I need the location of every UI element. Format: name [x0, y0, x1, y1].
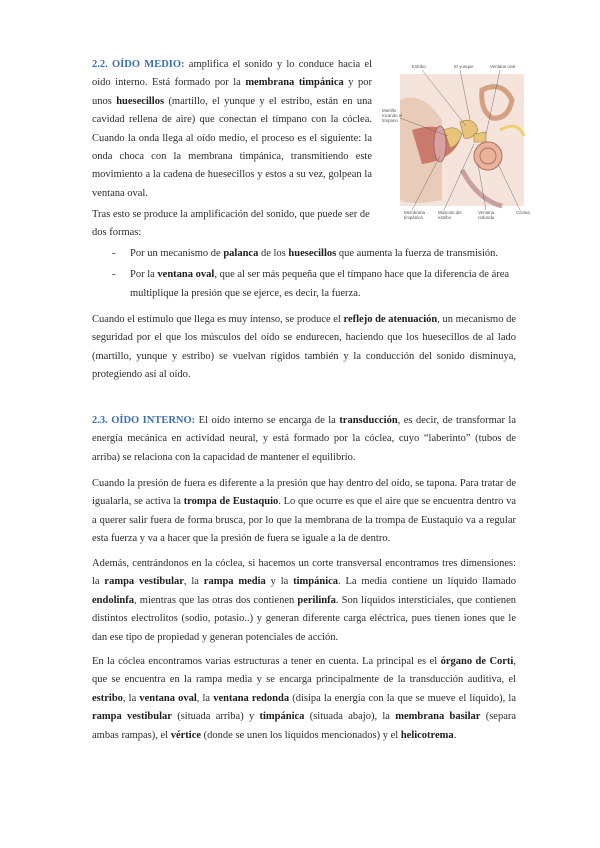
label-ventana-redonda: Ventana redonda: [478, 210, 495, 220]
paragraph-cochlea-section: Además, centrándonos en la cóclea, si hacemos un corte transversal encontramos tres dimensiones: la rampa vestibular, la rampa media y la timpánica. La media contiene un líquido llamado endolinfa, mientras que las otras dos contienen perilinfa. Son líquidos intersticiales, que contienen distintos electrolitos (sodio, potasio..) y generan diferente carga eléctrica, pues tienen iones que le dan ese tipo de propiedad y generan potenciales de acción.: [92, 558, 517, 643]
section-heading-inner-ear: 2.3. OÍDO INTERNO:: [92, 415, 196, 426]
paragraph-attenuation-reflex: Cuando el estímulo que llega es muy intenso, se produce el reflejo de atenuación, un mecanismo de seguridad por el que los músculos del oído se endurecen, haciendo que los huesecillos de al lado (martillo, yunque y estribo) se vuelvan rígidos también y la conducción del sonido disminuya, protegiendo así al oído.: [92, 314, 516, 381]
ear-anatomy-illustration: [382, 60, 532, 228]
paragraph-amplification: Tras esto se produce la amplificación del sonido, que puede ser de dos formas:: [92, 209, 370, 239]
label-yunque: El yunque: [454, 64, 474, 69]
paragraph-eustachian-tube: Cuando la presión de fuera es diferente a la presión que hay dentro del oído, se tapona. Para tratar de igualarla, se activa la trompa de Eustaquio. Lo que ocurre es que el aire que se encuentra dentro va a querer salir fuera de forma brusca, por lo que la membrana de la trompa de Eustaquio va a regular esta fuerza y va a hacer que la presión de fuera se iguale a la de dentro.: [92, 478, 516, 545]
label-musculo-estribo: Músculo del estribo: [438, 210, 462, 220]
label-coclea: Cóclea: [516, 210, 530, 215]
label-estribo: Estribo: [412, 64, 426, 69]
stirrup-bone: [474, 132, 486, 142]
label-martillo: Martillo tocando el tímpano: [382, 108, 403, 123]
label-membrana-timpanica: Membrana timpánica: [404, 210, 425, 220]
label-ventana-oval: Ventana oval: [490, 64, 516, 69]
section-middle-ear-intro: 2.2. OÍDO MEDIO: amplifica el sonido y lo conduce hacia el oído interno. Está formado por la membrana timpánica y por unos huesecillos (martillo, el yunque y el estribo, están en una cavidad rellena de aire) que conectan el tímpano con la cóclea. Cuando la onda llega al oído medio, el proceso es el siguiente: la onda choca con la membrana timpánica, transmitiendo este movimiento a la cadena de huesecillos y estos a su vez, golpean la ventana oval.: [92, 59, 372, 199]
section-inner-ear-intro: 2.3. OÍDO INTERNO: El oído interno se encarga de la transducción, es decir, de transformar la energía mecánica en actividad neural, y está formado por la cóclea, cuyo “laberinto” (tubos de arriba) se relaciona con la capacidad de mantener el equilibrio.: [92, 415, 516, 463]
amplification-forms-list: [92, 245, 522, 306]
ear-anatomy-figure: [382, 60, 532, 228]
list-item: - Por un mecanismo de palanca de los huesecillos que aumenta la fuerza de transmisión.: [112, 248, 499, 259]
paragraph-cochlea-structures: En la cóclea encontramos varias estructuras a tener en cuenta. La principal es el órgano de Corti, que se encuentra en la rampa media y se encarga principalmente de la transducción auditiva, el estribo, la ventana oval, la ventana redonda (disipa la energía con la que se mueve el líquido), la rampa vestibular (situada arriba) y timpánica (situada abajo), la membrana basilar (separa ambas rampas), el vértice (donde se unen los líquidos mencionados) y el helicotrema.: [92, 656, 517, 741]
list-item: - Por la ventana oval, que al ser más pequeña que el tímpano hace que la diferencia de área multiplique la presión que se ejerce, es decir, la fuerza.: [112, 269, 510, 299]
section-heading-middle-ear: 2.2. OÍDO MEDIO:: [92, 59, 185, 70]
